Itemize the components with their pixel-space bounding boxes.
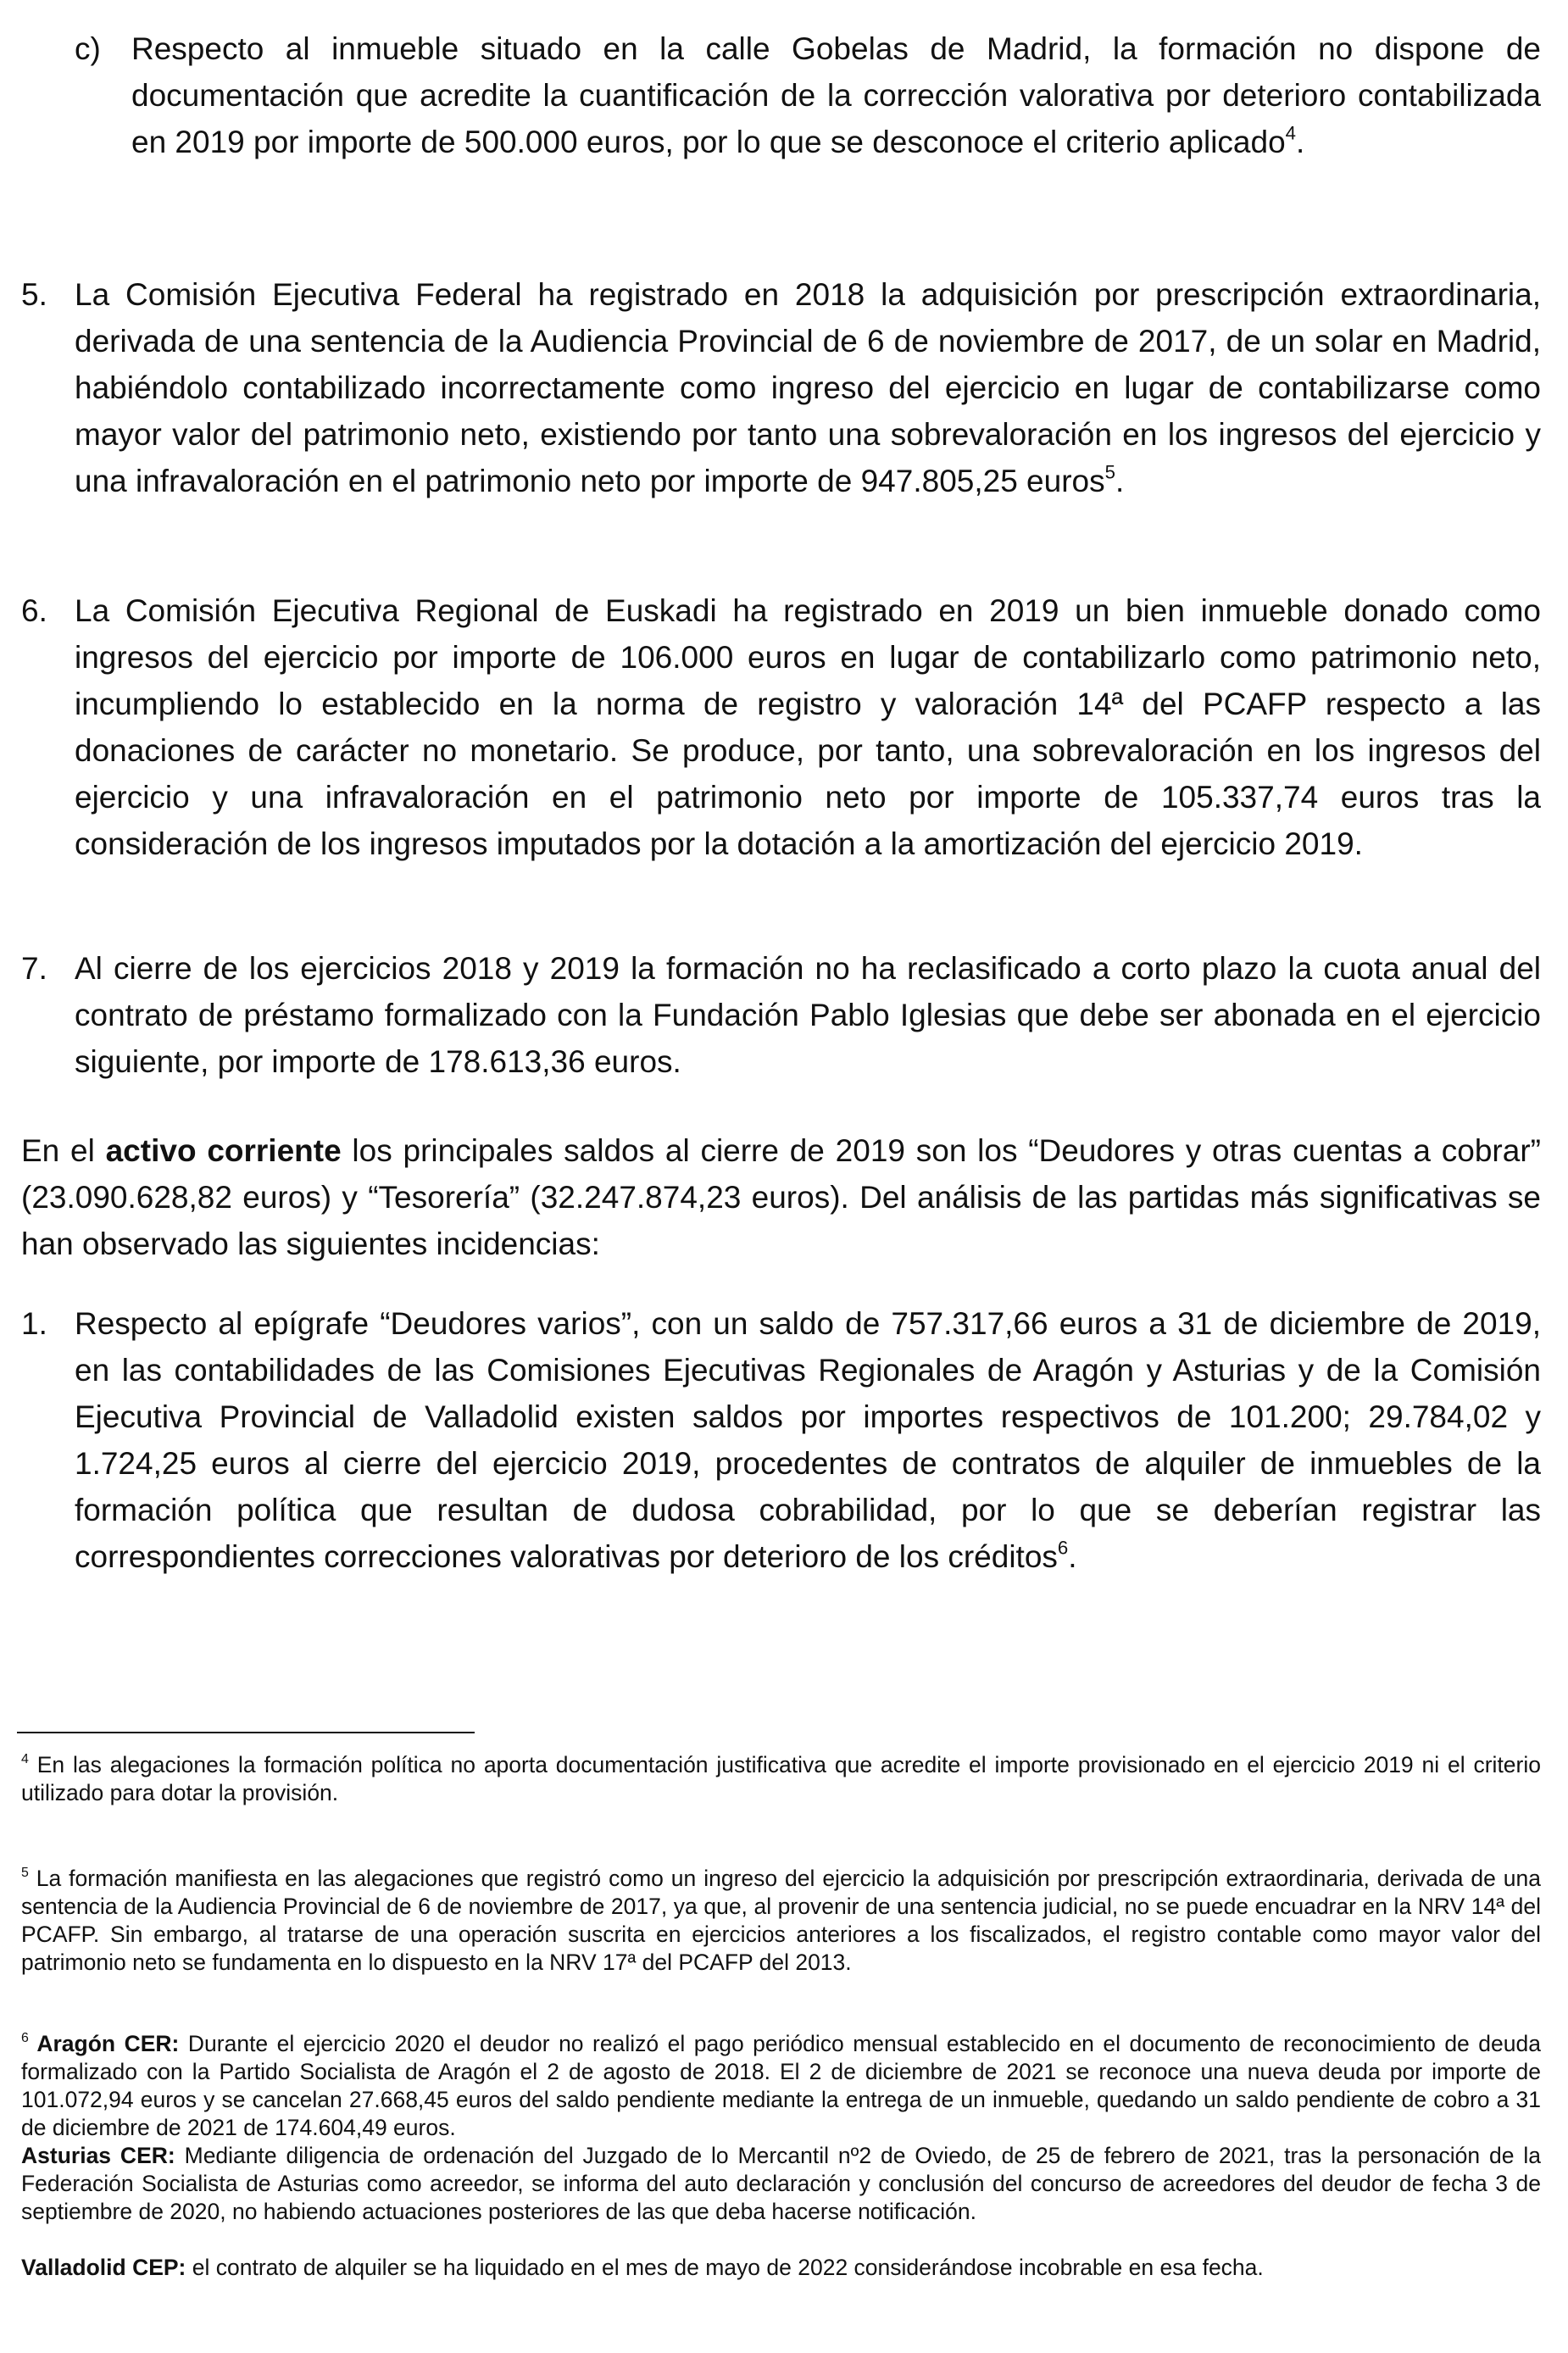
footnote-separator <box>17 1732 475 1733</box>
item-5 <box>75 271 1541 504</box>
item-1 <box>75 1300 1541 1580</box>
footnote-ref-4[interactable]: 4 <box>1285 122 1297 144</box>
item-6-marker: 6. <box>21 593 47 628</box>
item-c <box>131 25 1541 165</box>
footnote-6-asturias <box>21 2142 1541 2226</box>
asturias-text: Mediante diligencia de ordenación del Juzgado de lo Mercantil nº2 de Oviedo, de 25 de febrero de 2021, tras la personación de la Federación Socialista de Asturias como acreedor, se informa del auto declaración y conclusión del concurso de acreedores del deudor de fecha 3 de septiembre de 2020, no habiendo actuaciones posteriores de las que deba hacerse notificación. <box>21 2143 1541 2224</box>
footnote-6-bold: Aragón CER: <box>28 2031 180 2056</box>
footnote-4-text: En las alegaciones la formación política no aporta documentación justificativa que acredite el importe provisionado en el ejercicio 2019 ni el criterio utilizado para dotar la provisión. <box>21 1752 1541 1805</box>
footnote-5-number: 5 <box>21 1865 29 1880</box>
item-1-marker: 1. <box>21 1306 47 1341</box>
item-6: La Comisión Ejecutiva Regional de Euskadi ha registrado en 2019 un bien inmueble donado como ingresos del ejercicio por importe de 106.000 euros en lugar de contabilizarlo como patrimonio neto, incumpliendo lo establecido en la norma de registro y valoración 14ª del PCAFP respecto a las donaciones de carácter no monetario. Se produce, por tanto, una sobrevaloración en los ingresos del ejercicio y una infravaloración en el patrimonio neto por importe de 105.337,74 euros tras la consideración de los ingresos imputados por la dotación a la amortización del ejercicio 2019. <box>75 593 1541 861</box>
intro-paragraph <box>21 1127 1541 1267</box>
asturias-label: Asturias CER: <box>21 2143 175 2168</box>
footnote-ref-6[interactable]: 6 <box>1057 1537 1069 1559</box>
item-1-text: Respecto al epígrafe “Deudores varios”, con un saldo de 757.317,66 euros a 31 de diciembre de 2019, en las contabilidades de las Comisiones Ejecutivas Regionales de Aragón y Asturias y de la Comisión Ejecutiva Provincial de Valladolid existen saldos por importes respectivos de 101.200; 29.784,02 y 1.724,25 euros al cierre del ejercicio 2019, procedentes de contratos de alquiler de inmuebles de la formación política que resultan de dudosa cobrabilidad, por lo que se deberían registrar las correspondientes correcciones valorativas por deterioro de los créditos <box>75 1306 1541 1574</box>
footnote-5-text: La formación manifiesta en las alegaciones que registró como un ingreso del ejercicio la adquisición por prescripción extraordinaria, derivada de una sentencia de la Audiencia Provincial de 6 de noviembre de 2017, ya que, al provenir de una sentencia judicial, no se puede encuadrar en la NRV 14ª del PCAFP. Sin embargo, al tratarse de una operación suscrita en ejercicios anteriores a los fiscalizados, el registro contable como mayor valor del patrimonio neto se fundamenta en lo dispuesto en la NRV 17ª del PCAFP del 2013. <box>21 1866 1541 1975</box>
footnote-5 <box>21 1865 1541 1977</box>
item-c-end: . <box>1296 125 1305 159</box>
valladolid-text: el contrato de alquiler se ha liquidado en el mes de mayo de 2022 considerándose incobrable en esa fecha. <box>186 2255 1264 2280</box>
footnote-6 <box>21 2030 1541 2142</box>
footnote-6-number: 6 <box>21 2030 29 2045</box>
item-5-text: La Comisión Ejecutiva Federal ha registrado en 2018 la adquisición por prescripción extraordinaria, derivada de una sentencia de la Audiencia Provincial de 6 de noviembre de 2017, de un solar en Madrid, habiéndolo contabilizado incorrectamente como ingreso del ejercicio en lugar de contabilizarse como mayor valor del patrimonio neto, existiendo por tanto una sobrevaloración en los ingresos del ejercicio y una infravaloración en el patrimonio neto por importe de 947.805,25 euros <box>75 277 1541 498</box>
intro-bold: activo corriente <box>105 1133 342 1168</box>
intro-pre: En el <box>21 1133 106 1168</box>
item-5-marker: 5. <box>21 277 47 312</box>
item-1-end: . <box>1068 1539 1077 1574</box>
footnote-ref-5[interactable]: 5 <box>1104 461 1115 483</box>
item-c-text: Respecto al inmueble situado en la calle Gobelas de Madrid, la formación no dispone de documentación que acredite la cuantificación de la corrección valorativa por deterioro contabilizada en 2019 por importe de 500.000 euros, por lo que se desconoce el criterio aplicado <box>131 31 1541 159</box>
item-7-marker: 7. <box>21 951 47 986</box>
intro-post: los principales saldos al cierre de 2019 son los “Deudores y otras cuentas a cobrar” (23.090.628,82 euros) y “Tesorería” (32.247.874,23 euros). Del análisis de las partidas más significativas se han observado las siguientes incidencias: <box>21 1133 1541 1261</box>
item-c-marker: c) <box>75 31 101 66</box>
footnote-4-number: 4 <box>21 1751 29 1766</box>
footnote-6-valladolid <box>21 2254 1541 2282</box>
item-7: Al cierre de los ejercicios 2018 y 2019 la formación no ha reclasificado a corto plazo la cuota anual del contrato de préstamo formalizado con la Fundación Pablo Iglesias que debe ser abonada en el ejercicio siguiente, por importe de 178.613,36 euros. <box>75 951 1541 1079</box>
valladolid-label: Valladolid CEP: <box>21 2255 186 2280</box>
footnote-4 <box>21 1751 1541 1807</box>
footnote-6-text: Durante el ejercicio 2020 el deudor no realizó el pago periódico mensual establecido en el documento de reconocimiento de deuda formalizado con la Partido Socialista de Aragón el 2 de agosto de 2018. El 2 de diciembre de 2021 se reconoce una nueva deuda por importe de 101.072,94 euros y se cancelan 27.668,45 euros del saldo pendiente mediante la entrega de un inmueble, quedando un saldo pendiente de cobro a 31 de diciembre de 2021 de 174.604,49 euros. <box>21 2031 1541 2140</box>
item-5-end: . <box>1115 464 1125 498</box>
